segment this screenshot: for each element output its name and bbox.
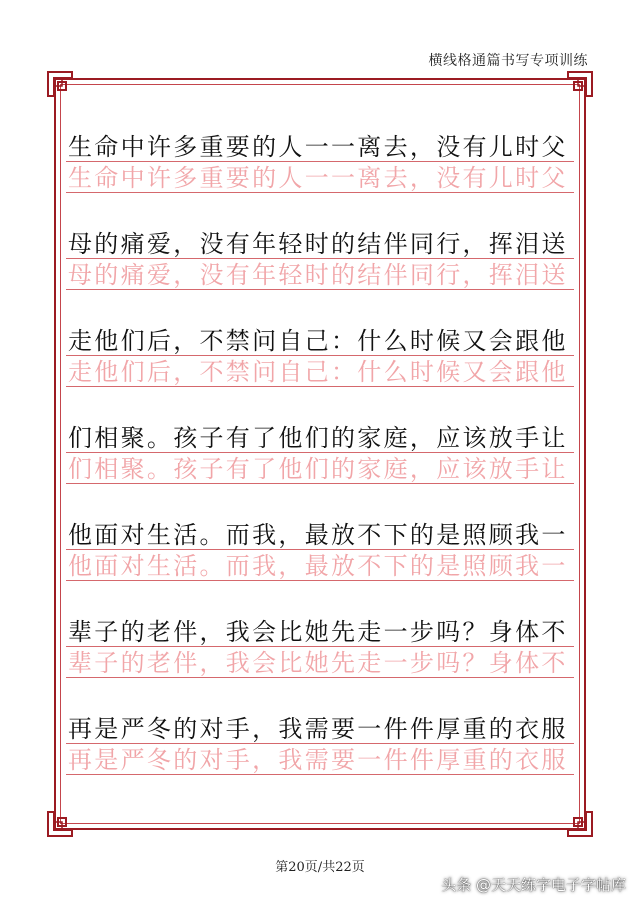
ruled-line xyxy=(66,355,574,356)
ruled-line xyxy=(66,743,574,744)
ruled-line xyxy=(66,289,574,290)
document-title: 横线格通篇书写专项训练 xyxy=(428,53,588,69)
practice-row xyxy=(66,702,574,799)
practice-row xyxy=(66,217,574,314)
trace-text: 们相聚。孩子有了他们的家庭，应该放手让 xyxy=(68,455,568,483)
model-text: 走他们后，不禁问自己：什么时候又会跟他 xyxy=(68,327,568,355)
trace-text: 辈子的老伴，我会比她先走一步吗？身体不 xyxy=(68,649,568,677)
ruled-line xyxy=(66,646,574,647)
model-text: 辈子的老伴，我会比她先走一步吗？身体不 xyxy=(68,618,568,646)
ruled-line xyxy=(66,677,574,678)
trace-text: 他面对生活。而我，最放不下的是照顾我一 xyxy=(68,552,568,580)
ruled-line xyxy=(66,386,574,387)
model-text: 再是严冬的对手，我需要一件件厚重的衣服 xyxy=(68,715,568,743)
ruled-line xyxy=(66,452,574,453)
trace-text: 母的痛爱，没有年轻时的结伴同行，挥泪送 xyxy=(68,261,568,289)
practice-row xyxy=(66,120,574,217)
model-text: 们相聚。孩子有了他们的家庭，应该放手让 xyxy=(68,424,568,452)
ruled-line xyxy=(66,483,574,484)
trace-text: 再是严冬的对手，我需要一件件厚重的衣服 xyxy=(68,746,568,774)
ruled-line xyxy=(66,580,574,581)
corner-ornament-icon xyxy=(46,70,74,98)
practice-lines xyxy=(66,120,574,799)
ruled-line xyxy=(66,258,574,259)
page-number: 第20页/共22页 xyxy=(275,860,365,875)
practice-row xyxy=(66,508,574,605)
ruled-line xyxy=(66,161,574,162)
ruled-line xyxy=(66,549,574,550)
trace-text: 生命中许多重要的人一一离去，没有儿时父 xyxy=(68,164,568,192)
model-text: 生命中许多重要的人一一离去，没有儿时父 xyxy=(68,133,568,161)
model-text: 他面对生活。而我，最放不下的是照顾我一 xyxy=(68,521,568,549)
model-text: 母的痛爱，没有年轻时的结伴同行，挥泪送 xyxy=(68,230,568,258)
practice-row xyxy=(66,411,574,508)
corner-ornament-icon xyxy=(46,810,74,838)
ruled-line xyxy=(66,192,574,193)
practice-row xyxy=(66,314,574,411)
ruled-line xyxy=(66,774,574,775)
corner-ornament-icon xyxy=(566,70,594,98)
practice-row xyxy=(66,605,574,702)
watermark: 头条 @天天练字电子字帖库 xyxy=(441,876,626,894)
corner-ornament-icon xyxy=(566,810,594,838)
trace-text: 走他们后，不禁问自己：什么时候又会跟他 xyxy=(68,358,568,386)
